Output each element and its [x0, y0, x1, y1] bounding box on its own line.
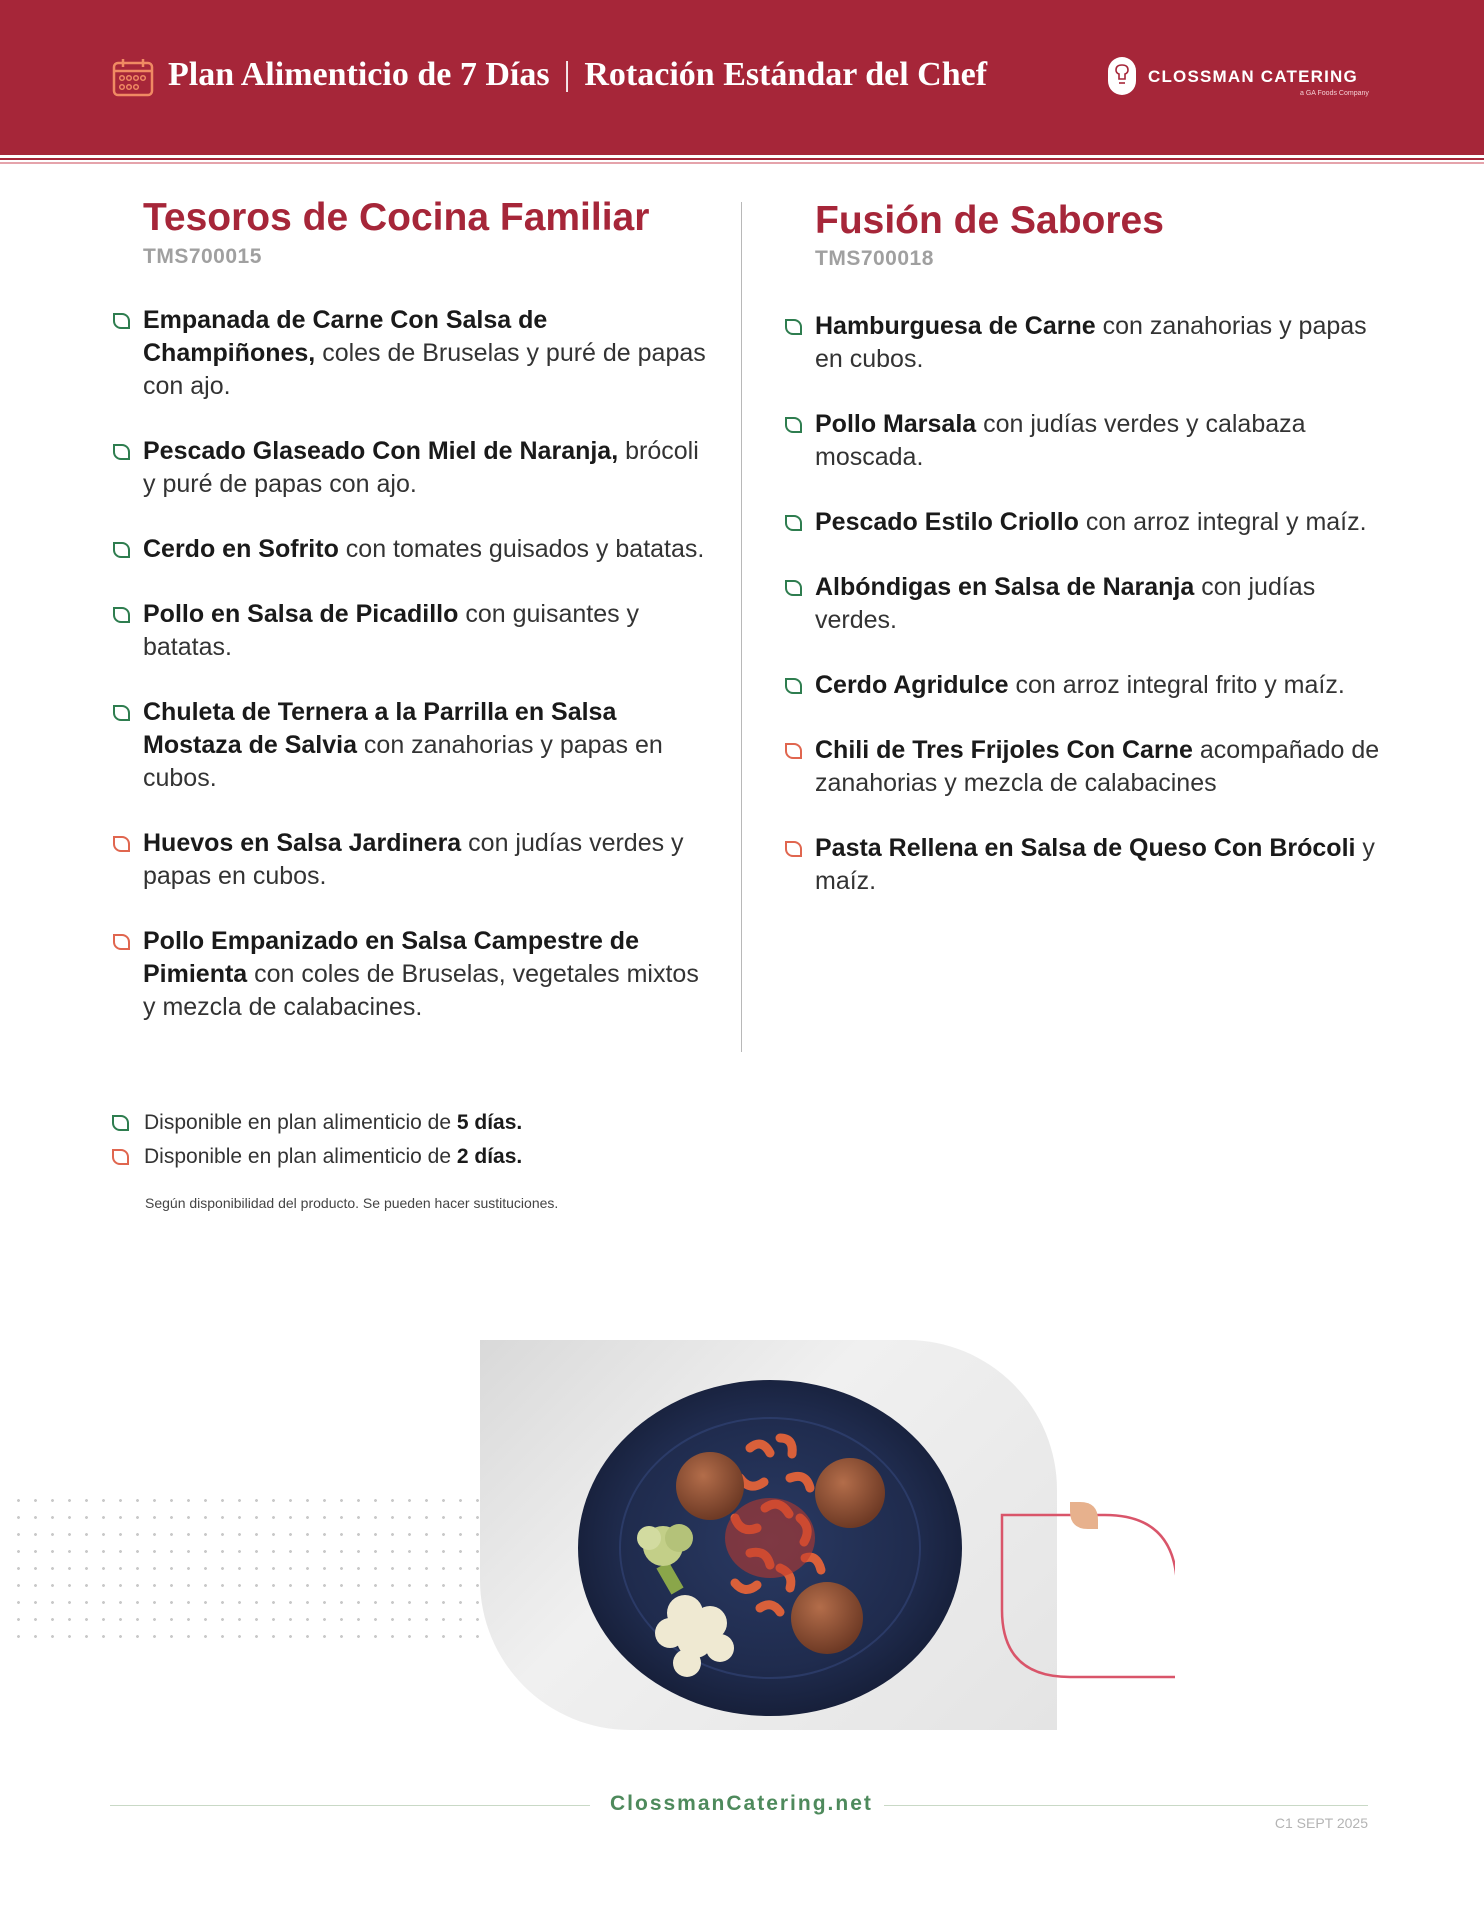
- leaf-green-icon: [785, 515, 802, 531]
- legend-text: Disponible en plan alimenticio de: [144, 1111, 457, 1134]
- calendar-icon: [112, 57, 154, 97]
- legend-days: 5 días.: [456, 1111, 523, 1134]
- dish-name: Chili de Tres Frijoles Con Carne: [815, 736, 1193, 764]
- menu-code-right: TMS700018: [815, 247, 934, 270]
- dish-name: Pescado Estilo Criollo: [815, 508, 1079, 536]
- leaf-green-icon: [113, 313, 130, 329]
- dish-name: Chuleta de Ternera a la Parrilla en Salsa Mostaza de Salvia: [143, 698, 617, 759]
- menu-list-left: [113, 304, 713, 1056]
- brand-logo: [1108, 55, 1368, 101]
- dish-sides: con zanahorias y papas en cubos.: [815, 312, 1367, 373]
- chef-hat-icon: [1108, 57, 1136, 95]
- legend-days: 2 días.: [456, 1145, 523, 1168]
- dish-name: Cerdo en Sofrito: [143, 535, 339, 563]
- leaf-green-icon: [785, 319, 802, 335]
- header-bar: [0, 0, 1484, 155]
- brand-name: CLOSSMAN CATERING: [1148, 67, 1358, 86]
- legend-row-5-days: [112, 1106, 522, 1140]
- substitution-note: Según disponibilidad del producto. Se pueden hacer sustituciones.: [145, 1195, 559, 1211]
- footer-line-left: [110, 1805, 590, 1806]
- dish-sides: con judías verdes.: [815, 573, 1316, 634]
- dish-name: Pollo Empanizado en Salsa Campestre de Pimienta: [143, 927, 639, 988]
- menu-item: [113, 533, 713, 566]
- dish-sides: con zanahorias y papas en cubos.: [143, 731, 663, 792]
- dish-name: Empanada de Carne Con Salsa de Champiñones,: [143, 306, 548, 367]
- menu-item: [113, 827, 713, 893]
- menu-item: [785, 310, 1385, 376]
- dish-sides: coles de Bruselas y puré de papas con ajo.: [143, 339, 706, 400]
- availability-legend: [112, 1106, 522, 1174]
- dish-sides: con tomates guisados y batatas.: [338, 535, 705, 563]
- leaf-green-icon: [785, 417, 802, 433]
- dish-name: Cerdo Agridulce: [815, 671, 1009, 699]
- footer-website-link[interactable]: ClossmanCatering.net: [610, 1792, 873, 1815]
- dish-sides: con judías verdes y papas en cubos.: [143, 829, 684, 890]
- menu-item: [785, 506, 1385, 539]
- leaf-orange-icon: [112, 1149, 129, 1165]
- dish-sides: brócoli y puré de papas con ajo.: [143, 437, 699, 498]
- dish-sides: con arroz integral y maíz.: [1078, 508, 1367, 536]
- leaf-green-icon: [113, 542, 130, 558]
- header-divider: [0, 155, 1484, 165]
- menu-title-left: Tesoros de Cocina Familiar: [143, 196, 650, 239]
- menu-item: [785, 669, 1385, 702]
- leaf-green-icon: [785, 678, 802, 694]
- leaf-frame-decoration: [995, 1500, 1175, 1680]
- dish-name: Huevos en Salsa Jardinera: [143, 829, 462, 857]
- menu-item: [785, 832, 1385, 898]
- menu-item: [785, 408, 1385, 474]
- dish-sides: con guisantes y batatas.: [143, 600, 640, 661]
- dish-name: Pasta Rellena en Salsa de Queso Con Brócoli: [815, 834, 1356, 862]
- menu-item: [113, 696, 713, 795]
- menu-item: [785, 571, 1385, 637]
- dish-sides: con judías verdes y calabaza moscada.: [815, 410, 1306, 471]
- dish-name: Pescado Glaseado Con Miel de Naranja,: [143, 437, 619, 465]
- dish-sides: y maíz.: [815, 834, 1375, 895]
- dish-name: Hamburguesa de Carne: [815, 312, 1096, 340]
- footer-line-right: [884, 1805, 1368, 1806]
- menu-item: [113, 925, 713, 1024]
- menu-list-right: [785, 310, 1385, 930]
- leaf-green-icon: [113, 444, 130, 460]
- leaf-orange-icon: [113, 836, 130, 852]
- title-separator: |: [563, 56, 571, 93]
- leaf-orange-icon: [113, 934, 130, 950]
- menu-item: [113, 435, 713, 501]
- dish-sides: con coles de Bruselas, vegetales mixtos y mezcla de calabacines.: [143, 960, 699, 1021]
- dish-sides: con arroz integral frito y maíz.: [1008, 671, 1345, 699]
- menu-code-left: TMS700015: [143, 245, 262, 268]
- menu-item: [785, 734, 1385, 800]
- legend-row-2-days: [112, 1140, 522, 1174]
- leaf-green-icon: [113, 705, 130, 721]
- leaf-green-icon: [785, 580, 802, 596]
- dish-name: Pollo en Salsa de Picadillo: [143, 600, 459, 628]
- meal-plate-image: [575, 1368, 965, 1718]
- brand-tagline: a GA Foods Company: [1300, 90, 1369, 97]
- menu-item: [113, 598, 713, 664]
- page-title: [168, 56, 987, 94]
- dish-sides: acompañado de zanahorias y mezcla de calabacines: [815, 736, 1380, 797]
- legend-text: Disponible en plan alimenticio de: [144, 1145, 457, 1168]
- document-code: C1 SEPT 2025: [1274, 1815, 1368, 1831]
- dish-name: Albóndigas en Salsa de Naranja: [815, 573, 1195, 601]
- column-divider: [741, 202, 742, 1052]
- title-secondary: Rotación Estándar del Chef: [584, 56, 988, 93]
- leaf-green-icon: [112, 1115, 129, 1131]
- dish-name: Pollo Marsala: [815, 410, 977, 438]
- menu-title-right: Fusión de Sabores: [815, 199, 1164, 242]
- menu-item: [113, 304, 713, 403]
- title-main: Plan Alimenticio de 7 Días: [168, 56, 550, 93]
- leaf-green-icon: [113, 607, 130, 623]
- dot-pattern: [10, 1492, 530, 1642]
- leaf-orange-icon: [785, 743, 802, 759]
- leaf-orange-icon: [785, 841, 802, 857]
